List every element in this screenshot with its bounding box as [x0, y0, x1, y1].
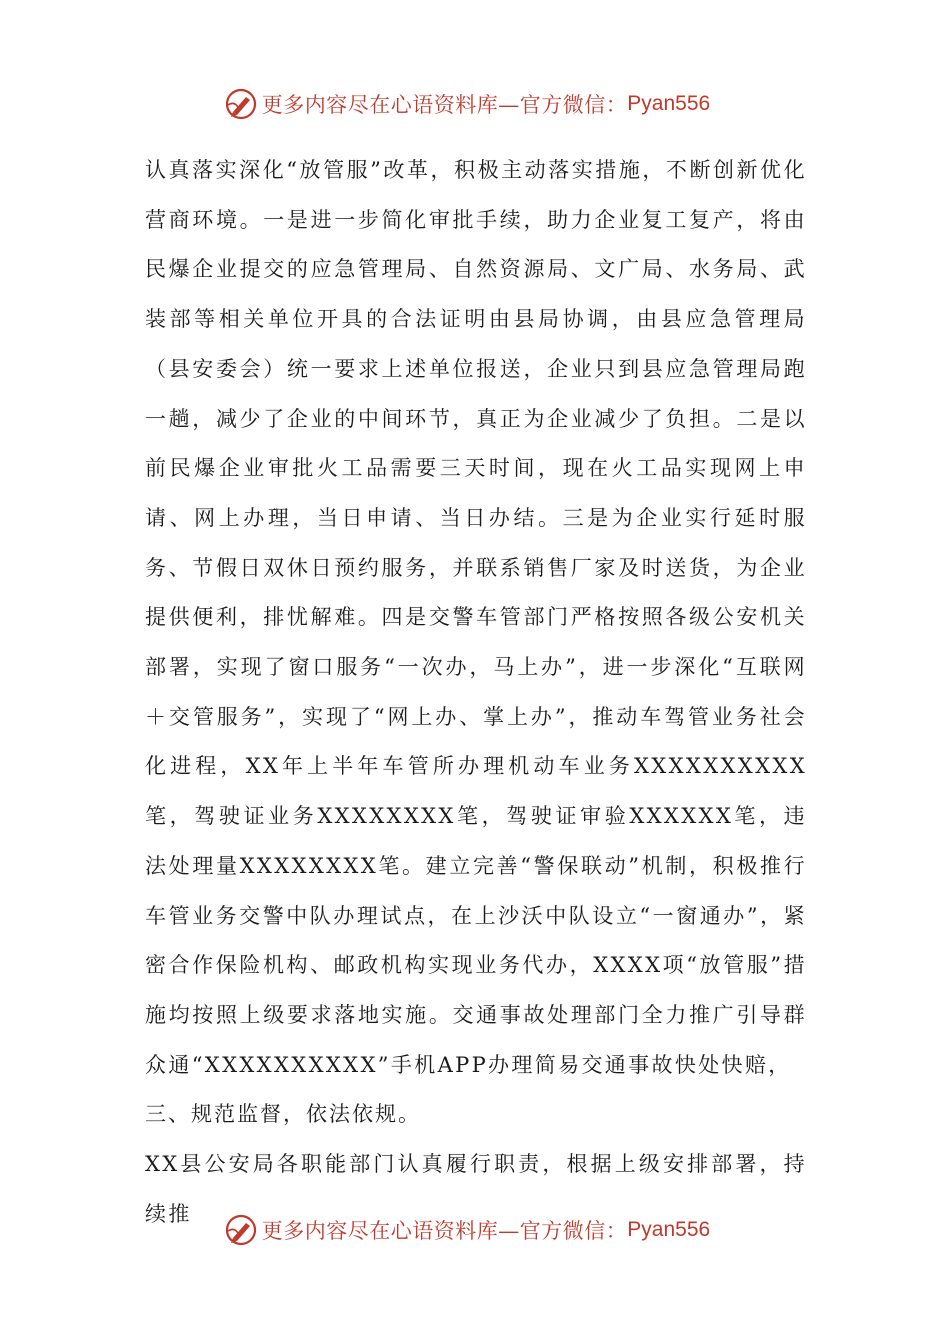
document-body [145, 146, 807, 1239]
footer-watermark [0, 1210, 950, 1250]
watermark-text: 更多内容尽在心语资料库—官方微信： [261, 93, 628, 117]
pen-logo-icon [224, 1213, 258, 1247]
paragraph: 认真落实深化“放管服”改革，积极主动落实措施，不断创新优化营商环境。一是进一步简化审批手续，助力企业复工复产，将由民爆企业提交的应急管理局、自然资源局、文广局、水务局、武装部等相关单位开具的合法证明由县局协调，由县应急管理局（县安委会）统一要求上述单位报送，企业只到县应急管理局跑一趟，减少了企业的中间环节，真正为企业减少了负担。二是以前民爆企业审批火工品需要三天时间，现在火工品实现网上申请、网上办理，当日申请、当日办结。三是为企业实行延时服务、节假日双休日预约服务，并联系销售厂家及时送货，为企业提供便利，排忧解难。四是交警车管部门严格按照各级公安机关部署，实现了窗口服务“一次办，马上办”，进一步深化“互联网＋交管服务”，实现了“网上办、掌上办”，推动车驾管业务社会化进程，XX年上半年车管所办理机动车业务XXXXXXXXXX笔，驾驶证业务XXXXXXXX笔，驾驶证审验XXXXXX笔，违法处理量XXXXXXXX笔。建立完善“警保联动”机制，积极推行车管业务交警中队办理试点，在上沙沃中队设立“一窗通办”，紧密合作保险机构、邮政机构实现业务代办，XXXX项“放管服”措施均按照上级要求落地实施。交通事故处理部门全力推广引导群众通“XXXXXXXXXX”手机APP办理简易交通事故快处快赔， [145, 158, 807, 1077]
watermark-wechat-id: Pyan556 [627, 1218, 711, 1241]
header-watermark [0, 84, 950, 124]
watermark-wechat-id: Pyan556 [627, 92, 711, 115]
section-heading: 三、规范监督，依法依规。 [145, 1102, 421, 1127]
pen-logo-icon [224, 87, 258, 121]
paragraph: XX县公安局各职能部门认真履行职责，根据上级安排部署，持续推 [145, 1152, 807, 1226]
watermark-text: 更多内容尽在心语资料库—官方微信： [261, 1219, 628, 1243]
